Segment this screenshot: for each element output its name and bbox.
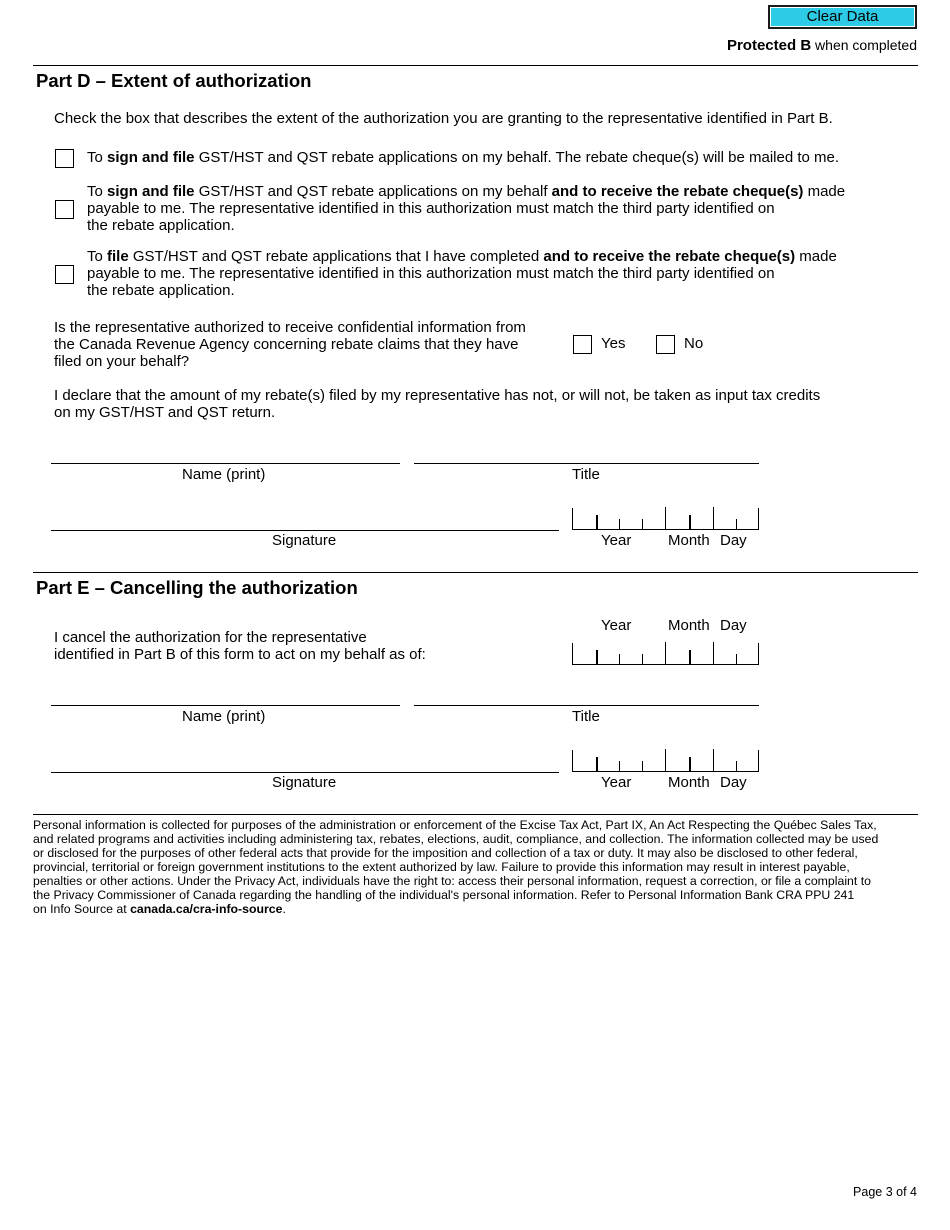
- date-tick: [619, 654, 620, 664]
- part-e-title: Part E – Cancelling the authorization: [36, 577, 358, 598]
- day-label: Day: [720, 617, 747, 634]
- page-number: Page 3 of 4: [853, 1185, 917, 1199]
- signature-date-field[interactable]: [572, 508, 759, 530]
- date-tick: [596, 650, 598, 664]
- date-tick: [665, 507, 666, 529]
- yes-label: Yes: [601, 335, 626, 352]
- part-d-intro: Check the box that describes the extent of the authorization you are granting to the representative identified in Part B.: [54, 110, 833, 127]
- date-tick: [665, 642, 666, 664]
- cancel-text: [54, 629, 426, 663]
- option-sign-file-text: [87, 149, 839, 166]
- month-label: Month: [668, 774, 710, 791]
- option-file-receive-text: [87, 248, 887, 299]
- date-tick: [689, 650, 691, 664]
- text: on my GST/HST and QST return.: [54, 404, 276, 421]
- date-tick: [713, 507, 714, 529]
- year-label: Year: [601, 774, 632, 791]
- privacy-line: [33, 902, 903, 916]
- day-label: Day: [720, 774, 747, 791]
- divider: [33, 65, 918, 66]
- text: the Canada Revenue Agency concerning rebate claims that they have: [54, 336, 519, 353]
- date-tick: [689, 515, 691, 529]
- signature-label: Signature: [272, 774, 337, 791]
- part-d-title: Part D – Extent of authorization: [36, 70, 312, 91]
- date-tick: [642, 654, 643, 664]
- privacy-line: the Privacy Commissioner of Canada regarding the handling of the individual's personal information. Refer to Personal Information Bank CRA PPU 241: [33, 888, 855, 902]
- text: the rebate application.: [87, 282, 235, 299]
- text: made: [803, 183, 846, 200]
- title-label: Title: [572, 466, 600, 483]
- text: To: [87, 149, 108, 166]
- protected-suffix: when completed: [811, 37, 917, 53]
- text: .: [282, 902, 286, 916]
- date-tick: [642, 761, 643, 771]
- declaration-text: [54, 387, 820, 421]
- cancel-date-field[interactable]: [572, 643, 759, 665]
- date-tick: [713, 642, 714, 664]
- date-tick: [619, 519, 620, 529]
- cancel-signature-field[interactable]: [51, 772, 559, 773]
- option-sign-file-checkbox[interactable]: [55, 149, 74, 168]
- option-sign-file-receive-text: [87, 183, 887, 234]
- signature-label: Signature: [272, 532, 337, 549]
- privacy-line: Personal information is collected for purposes of the administration or enforcement of the Excise Tax Act, Part IX, An Act Respecting the Québec Sales Tax,: [33, 818, 877, 832]
- privacy-line: or disclosed for the purposes of other federal acts that provide for the imposition and collection of a tax or duty. It may also be disclosed to other federal,: [33, 846, 858, 860]
- text: To: [87, 248, 108, 265]
- text: payable to me. The representative identified in this authorization must match the third party identified on: [87, 265, 775, 282]
- date-tick: [596, 515, 598, 529]
- privacy-line: penalties or other actions. Under the Privacy Act, individuals have the right to: access their personal information, request a correction, or file a complaint to: [33, 874, 871, 888]
- text: Is the representative authorized to receive confidential information from: [54, 319, 526, 336]
- date-tick: [736, 654, 737, 664]
- date-tick: [642, 519, 643, 529]
- name-print-label: Name (print): [182, 708, 266, 725]
- text-bold: and to receive the rebate cheque(s): [551, 183, 804, 200]
- text-bold: sign and file: [107, 149, 195, 166]
- month-label: Month: [668, 617, 710, 634]
- confidential-yes-checkbox[interactable]: [573, 335, 592, 354]
- option-file-receive-checkbox[interactable]: [55, 265, 74, 284]
- date-tick: [596, 757, 598, 771]
- confidential-no-checkbox[interactable]: [656, 335, 675, 354]
- confidential-question: [54, 319, 526, 370]
- text: To: [87, 183, 108, 200]
- day-label: Day: [720, 532, 747, 549]
- text-bold: and to receive the rebate cheque(s): [543, 248, 796, 265]
- month-label: Month: [668, 532, 710, 549]
- title-field[interactable]: [414, 463, 759, 464]
- text: payable to me. The representative identified in this authorization must match the third party identified on: [87, 200, 775, 217]
- title-label: Title: [572, 708, 600, 725]
- date-tick: [665, 749, 666, 771]
- year-label: Year: [601, 532, 632, 549]
- name-print-field[interactable]: [51, 463, 400, 464]
- text: made: [795, 248, 837, 265]
- date-tick: [689, 757, 691, 771]
- no-label: No: [684, 335, 704, 352]
- date-tick: [619, 761, 620, 771]
- privacy-notice: [33, 818, 903, 916]
- cancel-signature-date-field[interactable]: [572, 750, 759, 772]
- text: GST/HST and QST rebate applications on my behalf. The rebate cheque(s) will be mailed to me.: [194, 149, 840, 166]
- text: on Info Source at: [33, 902, 131, 916]
- text: identified in Part B of this form to act on my behalf as of:: [54, 646, 426, 663]
- cancel-name-print-field[interactable]: [51, 705, 400, 706]
- name-print-label: Name (print): [182, 466, 266, 483]
- clear-data-button[interactable]: Clear Data: [768, 5, 917, 29]
- text: I declare that the amount of my rebate(s) filed by my representative has not, or will not, be taken as input tax credits: [54, 387, 821, 404]
- date-tick: [736, 519, 737, 529]
- text: GST/HST and QST rebate applications on my behalf: [194, 183, 552, 200]
- privacy-line: and related programs and activities including administering tax, rebates, elections, audit, compliance, and collection. The information collected may be used: [33, 832, 879, 846]
- text-bold: file: [107, 248, 129, 265]
- text: the rebate application.: [87, 217, 235, 234]
- date-tick: [713, 749, 714, 771]
- divider: [33, 572, 918, 573]
- text-bold: sign and file: [107, 183, 195, 200]
- protected-label: Protected B: [726, 37, 812, 54]
- info-source-link[interactable]: canada.ca/cra-info-source: [130, 902, 283, 916]
- signature-field[interactable]: [51, 530, 559, 531]
- date-tick: [736, 761, 737, 771]
- text: I cancel the authorization for the representative: [54, 629, 367, 646]
- text: filed on your behalf?: [54, 353, 190, 370]
- year-label: Year: [601, 617, 632, 634]
- option-sign-file-receive-checkbox[interactable]: [55, 200, 74, 219]
- privacy-line: provincial, territorial or foreign government institutions to the extent authorized by law. Failure to provide this information may result in interest payable,: [33, 860, 850, 874]
- text: GST/HST and QST rebate applications that I have completed: [128, 248, 544, 265]
- cancel-title-field[interactable]: [414, 705, 759, 706]
- protected-b-notice: [727, 37, 917, 54]
- divider: [33, 814, 918, 815]
